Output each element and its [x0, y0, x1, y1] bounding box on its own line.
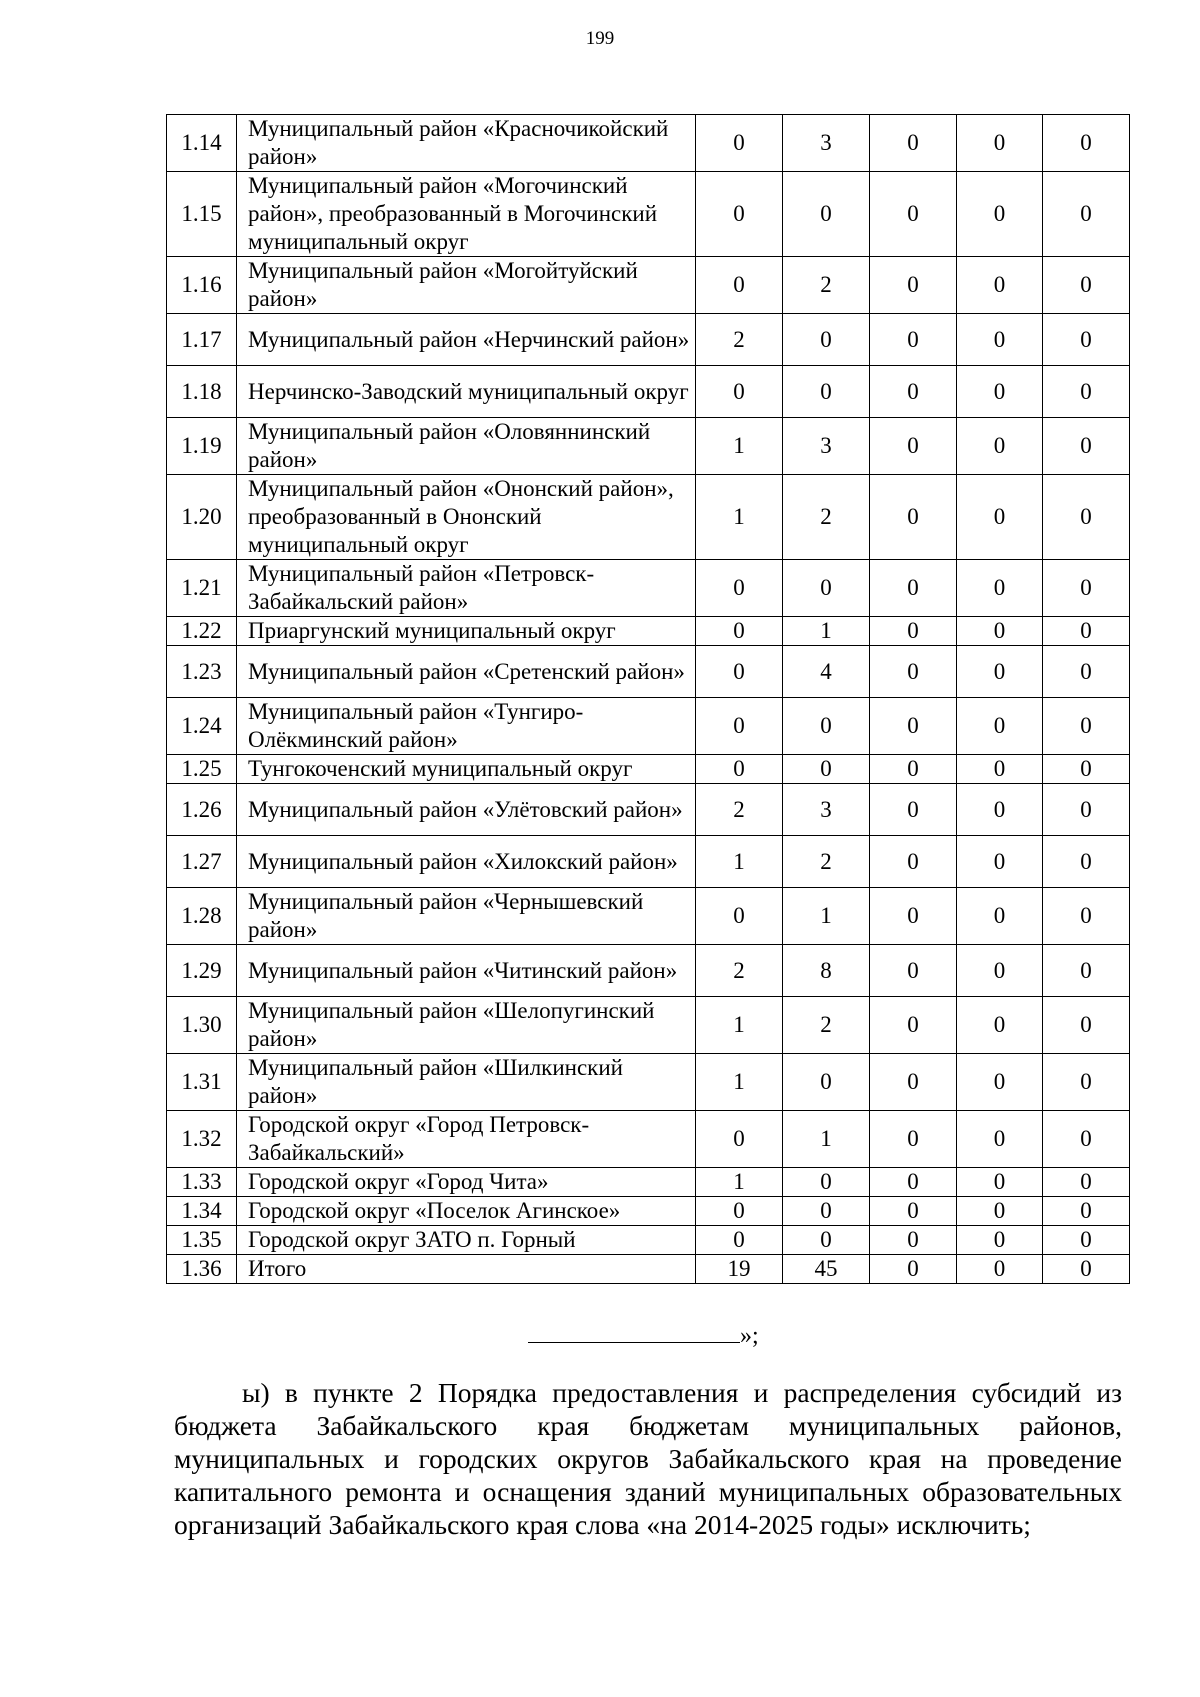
value-cell-1: 1 [696, 418, 783, 475]
value-cell-4: 0 [957, 1255, 1043, 1284]
value-cell-5: 0 [1043, 1111, 1130, 1168]
row-number: 1.36 [167, 1255, 237, 1284]
value-cell-3: 0 [870, 257, 957, 314]
row-number: 1.15 [167, 172, 237, 257]
row-number: 1.33 [167, 1168, 237, 1197]
value-cell-2: 0 [783, 366, 870, 418]
value-cell-1: 2 [696, 945, 783, 997]
value-cell-5: 0 [1043, 1054, 1130, 1111]
value-cell-5: 0 [1043, 115, 1130, 172]
value-cell-1: 2 [696, 784, 783, 836]
value-cell-2: 2 [783, 257, 870, 314]
subsidy-table [166, 114, 1130, 1284]
row-number: 1.18 [167, 366, 237, 418]
value-cell-1: 0 [696, 560, 783, 617]
row-number: 1.14 [167, 115, 237, 172]
value-cell-1: 0 [696, 366, 783, 418]
table-row [167, 475, 1130, 560]
row-number: 1.22 [167, 617, 237, 646]
row-number: 1.32 [167, 1111, 237, 1168]
municipality-name: Приаргунский муниципальный округ [237, 617, 696, 646]
value-cell-2: 3 [783, 418, 870, 475]
value-cell-2: 2 [783, 836, 870, 888]
row-number: 1.28 [167, 888, 237, 945]
value-cell-5: 0 [1043, 172, 1130, 257]
row-number: 1.35 [167, 1226, 237, 1255]
value-cell-4: 0 [957, 888, 1043, 945]
municipality-name: Нерчинско-Заводский муниципальный округ [237, 366, 696, 418]
table-row [167, 115, 1130, 172]
row-number: 1.19 [167, 418, 237, 475]
value-cell-4: 0 [957, 836, 1043, 888]
municipality-name: Городской округ «Поселок Агинское» [237, 1197, 696, 1226]
value-cell-3: 0 [870, 784, 957, 836]
closing-mark: »; [740, 1323, 759, 1349]
value-cell-2: 1 [783, 617, 870, 646]
value-cell-2: 2 [783, 475, 870, 560]
value-cell-5: 0 [1043, 997, 1130, 1054]
value-cell-1: 0 [696, 698, 783, 755]
table-body [167, 115, 1130, 1284]
table-row [167, 366, 1130, 418]
value-cell-5: 0 [1043, 784, 1130, 836]
value-cell-3: 0 [870, 1168, 957, 1197]
value-cell-5: 0 [1043, 888, 1130, 945]
value-cell-1: 19 [696, 1255, 783, 1284]
page-number: 199 [585, 28, 615, 49]
row-number: 1.25 [167, 755, 237, 784]
value-cell-5: 0 [1043, 1168, 1130, 1197]
value-cell-3: 0 [870, 997, 957, 1054]
municipality-name: Муниципальный район «Шилкинский район» [237, 1054, 696, 1111]
table-row [167, 560, 1130, 617]
municipality-name: Муниципальный район «Могойтуйский район» [237, 257, 696, 314]
value-cell-3: 0 [870, 1197, 957, 1226]
value-cell-3: 0 [870, 888, 957, 945]
value-cell-1: 0 [696, 888, 783, 945]
value-cell-3: 0 [870, 418, 957, 475]
value-cell-2: 2 [783, 997, 870, 1054]
value-cell-5: 0 [1043, 366, 1130, 418]
value-cell-4: 0 [957, 1168, 1043, 1197]
table-row [167, 1054, 1130, 1111]
municipality-name: Муниципальный район «Читинский район» [237, 945, 696, 997]
value-cell-5: 0 [1043, 1255, 1130, 1284]
municipality-name: Городской округ «Город Чита» [237, 1168, 696, 1197]
municipality-name: Городской округ ЗАТО п. Горный [237, 1226, 696, 1255]
table-row [167, 646, 1130, 698]
value-cell-4: 0 [957, 755, 1043, 784]
municipality-name: Городской округ «Город Петровск-Забайкальский» [237, 1111, 696, 1168]
value-cell-3: 0 [870, 366, 957, 418]
value-cell-3: 0 [870, 172, 957, 257]
table-row [167, 1111, 1130, 1168]
value-cell-2: 8 [783, 945, 870, 997]
value-cell-3: 0 [870, 115, 957, 172]
value-cell-4: 0 [957, 172, 1043, 257]
value-cell-2: 1 [783, 1111, 870, 1168]
municipality-name: Муниципальный район «Нерчинский район» [237, 314, 696, 366]
table-row [167, 1168, 1130, 1197]
value-cell-4: 0 [957, 1054, 1043, 1111]
value-cell-2: 0 [783, 1054, 870, 1111]
value-cell-1: 0 [696, 1226, 783, 1255]
value-cell-3: 0 [870, 945, 957, 997]
value-cell-1: 0 [696, 257, 783, 314]
value-cell-4: 0 [957, 366, 1043, 418]
value-cell-4: 0 [957, 997, 1043, 1054]
table-row [167, 784, 1130, 836]
table-row [167, 314, 1130, 366]
value-cell-4: 0 [957, 257, 1043, 314]
value-cell-3: 0 [870, 1111, 957, 1168]
value-cell-3: 0 [870, 314, 957, 366]
value-cell-5: 0 [1043, 945, 1130, 997]
table-row [167, 888, 1130, 945]
value-cell-3: 0 [870, 1226, 957, 1255]
closing-line [528, 1322, 759, 1350]
municipality-name: Муниципальный район «Красночикойский район» [237, 115, 696, 172]
value-cell-5: 0 [1043, 1197, 1130, 1226]
value-cell-4: 0 [957, 314, 1043, 366]
municipality-name: Муниципальный район «Оловяннинский район» [237, 418, 696, 475]
value-cell-2: 45 [783, 1255, 870, 1284]
table-row [167, 836, 1130, 888]
table-row [167, 945, 1130, 997]
value-cell-5: 0 [1043, 1226, 1130, 1255]
municipality-name: Муниципальный район «Шелопугинский район» [237, 997, 696, 1054]
value-cell-4: 0 [957, 784, 1043, 836]
value-cell-3: 0 [870, 836, 957, 888]
row-number: 1.17 [167, 314, 237, 366]
value-cell-4: 0 [957, 1111, 1043, 1168]
value-cell-2: 3 [783, 115, 870, 172]
table-row [167, 172, 1130, 257]
value-cell-3: 0 [870, 1054, 957, 1111]
value-cell-1: 0 [696, 115, 783, 172]
row-number: 1.29 [167, 945, 237, 997]
value-cell-4: 0 [957, 475, 1043, 560]
value-cell-2: 4 [783, 646, 870, 698]
value-cell-1: 0 [696, 646, 783, 698]
value-cell-3: 0 [870, 617, 957, 646]
value-cell-4: 0 [957, 1197, 1043, 1226]
value-cell-1: 0 [696, 172, 783, 257]
row-number: 1.31 [167, 1054, 237, 1111]
municipality-name: Итого [237, 1255, 696, 1284]
value-cell-3: 0 [870, 698, 957, 755]
table-row [167, 257, 1130, 314]
value-cell-5: 0 [1043, 314, 1130, 366]
value-cell-1: 1 [696, 836, 783, 888]
value-cell-1: 0 [696, 1111, 783, 1168]
value-cell-3: 0 [870, 475, 957, 560]
value-cell-5: 0 [1043, 646, 1130, 698]
value-cell-1: 1 [696, 1168, 783, 1197]
value-cell-4: 0 [957, 945, 1043, 997]
row-number: 1.24 [167, 698, 237, 755]
amendment-paragraph: ы) в пункте 2 Порядка предоставления и распределения субсидий из бюджета Забайкальского края бюджетам муниципальных районов, муниципальных и городских округов Забайкальского края на проведение капитального ремонта и оснащения зданий муниципальных образовательных организаций Забайкальского края слова «на 2014-2025 годы» исключить; [174, 1377, 1122, 1540]
row-number: 1.21 [167, 560, 237, 617]
table-row [167, 617, 1130, 646]
value-cell-2: 0 [783, 1226, 870, 1255]
value-cell-5: 0 [1043, 257, 1130, 314]
value-cell-2: 1 [783, 888, 870, 945]
table-row [167, 418, 1130, 475]
row-number: 1.34 [167, 1197, 237, 1226]
value-cell-5: 0 [1043, 475, 1130, 560]
row-number: 1.26 [167, 784, 237, 836]
value-cell-1: 1 [696, 475, 783, 560]
value-cell-3: 0 [870, 646, 957, 698]
value-cell-1: 0 [696, 755, 783, 784]
value-cell-3: 0 [870, 560, 957, 617]
row-number: 1.30 [167, 997, 237, 1054]
value-cell-1: 1 [696, 997, 783, 1054]
value-cell-2: 0 [783, 698, 870, 755]
value-cell-5: 0 [1043, 617, 1130, 646]
value-cell-4: 0 [957, 698, 1043, 755]
value-cell-5: 0 [1043, 755, 1130, 784]
table-row [167, 997, 1130, 1054]
municipality-name: Муниципальный район «Хилокский район» [237, 836, 696, 888]
table-row [167, 698, 1130, 755]
row-number: 1.16 [167, 257, 237, 314]
municipality-name: Муниципальный район «Могочинский район», преобразованный в Могочинский муниципальный округ [237, 172, 696, 257]
value-cell-4: 0 [957, 418, 1043, 475]
value-cell-4: 0 [957, 1226, 1043, 1255]
value-cell-1: 0 [696, 617, 783, 646]
row-number: 1.20 [167, 475, 237, 560]
row-number: 1.23 [167, 646, 237, 698]
municipality-name: Тунгокоченский муниципальный округ [237, 755, 696, 784]
value-cell-2: 0 [783, 1197, 870, 1226]
value-cell-5: 0 [1043, 698, 1130, 755]
value-cell-5: 0 [1043, 418, 1130, 475]
value-cell-5: 0 [1043, 836, 1130, 888]
value-cell-2: 0 [783, 314, 870, 366]
value-cell-4: 0 [957, 115, 1043, 172]
value-cell-1: 2 [696, 314, 783, 366]
value-cell-4: 0 [957, 646, 1043, 698]
municipality-name: Муниципальный район «Тунгиро-Олёкминский район» [237, 698, 696, 755]
table-row [167, 755, 1130, 784]
municipality-name: Муниципальный район «Улётовский район» [237, 784, 696, 836]
municipality-name: Муниципальный район «Петровск-Забайкальский район» [237, 560, 696, 617]
municipality-name: Муниципальный район «Ононский район», преобразованный в Ононский муниципальный округ [237, 475, 696, 560]
value-cell-3: 0 [870, 1255, 957, 1284]
value-cell-2: 3 [783, 784, 870, 836]
value-cell-2: 0 [783, 560, 870, 617]
value-cell-1: 1 [696, 1054, 783, 1111]
value-cell-5: 0 [1043, 560, 1130, 617]
value-cell-2: 0 [783, 172, 870, 257]
value-cell-2: 0 [783, 1168, 870, 1197]
municipality-name: Муниципальный район «Чернышевский район» [237, 888, 696, 945]
table-row [167, 1226, 1130, 1255]
value-cell-1: 0 [696, 1197, 783, 1226]
value-cell-3: 0 [870, 755, 957, 784]
table-row [167, 1197, 1130, 1226]
underline-blank [528, 1322, 740, 1343]
value-cell-4: 0 [957, 560, 1043, 617]
row-number: 1.27 [167, 836, 237, 888]
value-cell-2: 0 [783, 755, 870, 784]
municipality-name: Муниципальный район «Сретенский район» [237, 646, 696, 698]
table-row [167, 1255, 1130, 1284]
value-cell-4: 0 [957, 617, 1043, 646]
